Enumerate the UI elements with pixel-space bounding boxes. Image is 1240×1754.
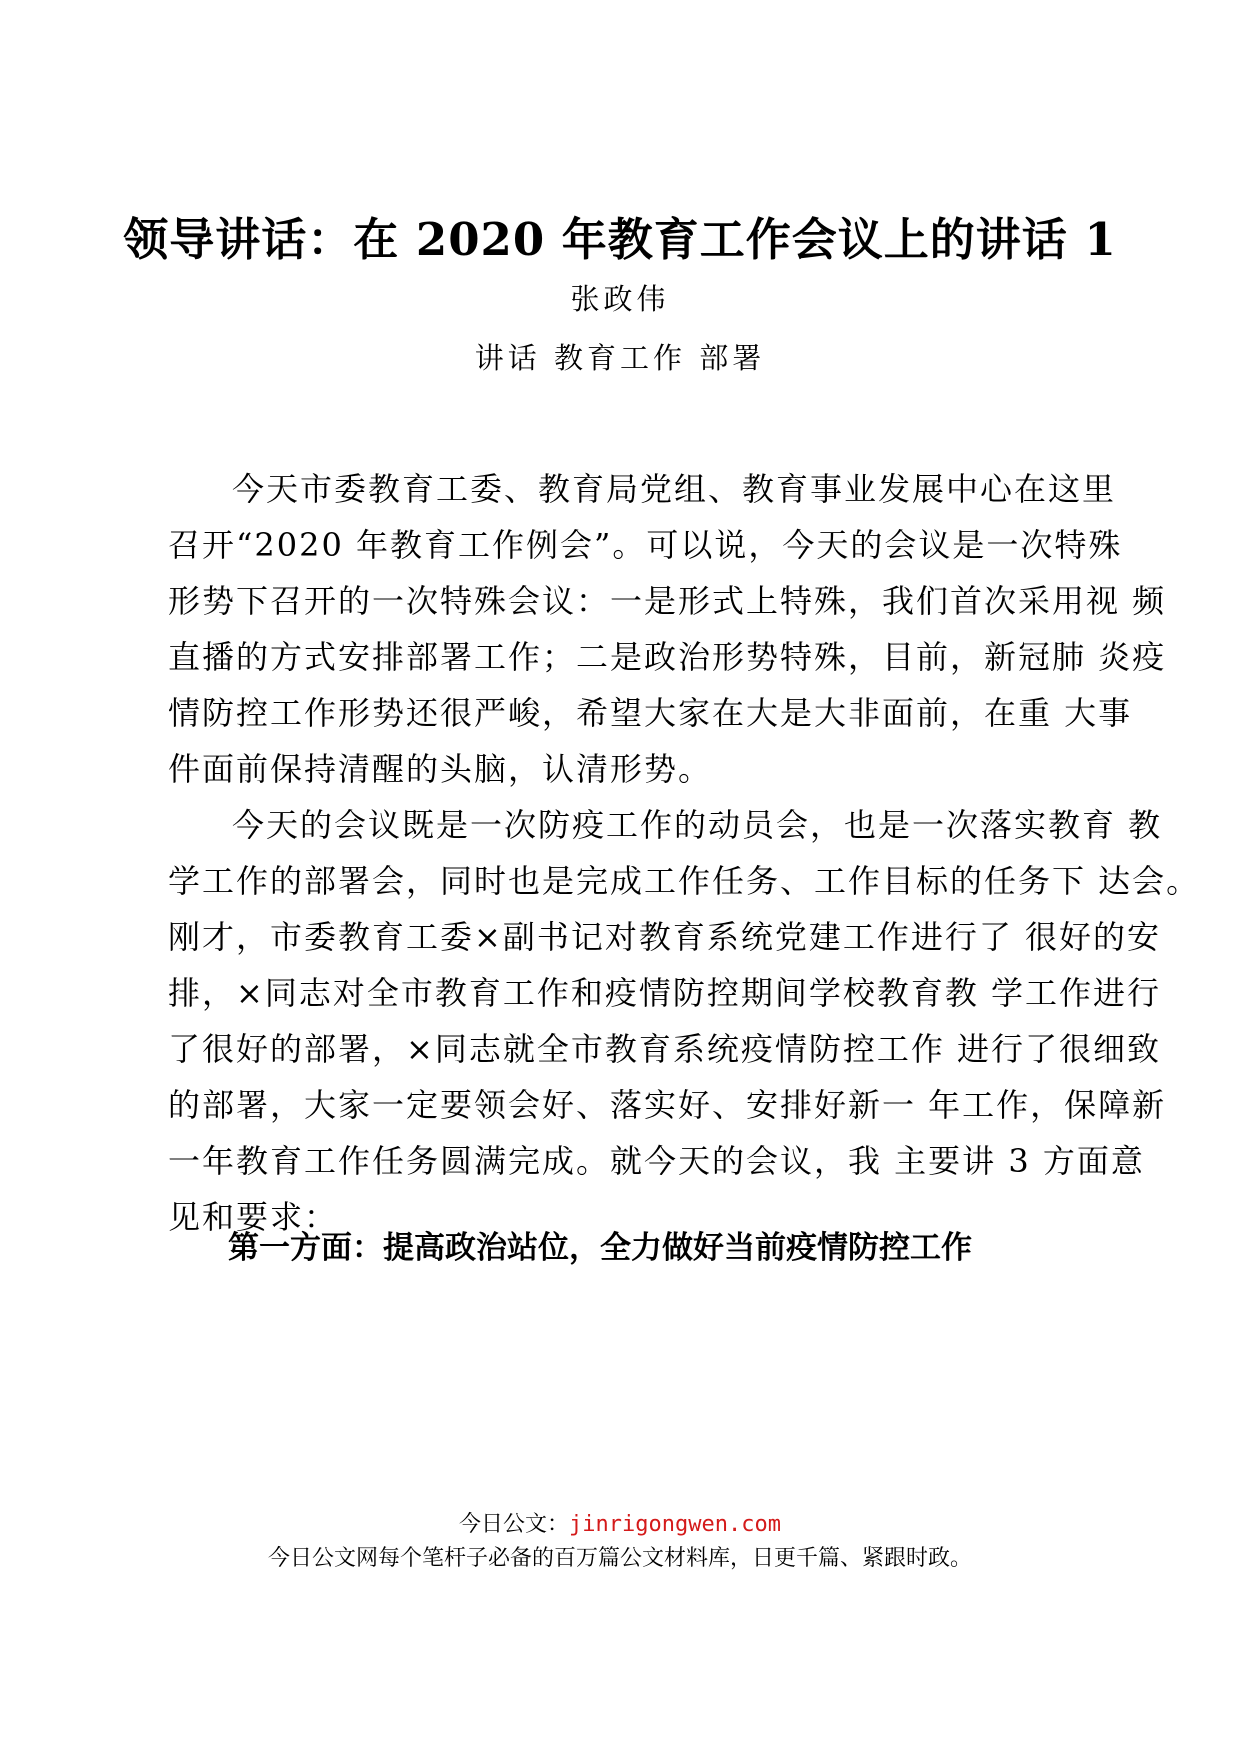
document-keywords: 讲话 教育工作 部署 bbox=[474, 341, 766, 375]
paragraph-1-line: 形势下召开的一次特殊会议：一是形式上特殊，我们首次采用视 频 bbox=[168, 582, 1167, 620]
paragraph-2-line: 的部署，大家一定要领会好、落实好、安排好新一 年工作，保障新 bbox=[168, 1086, 1167, 1124]
paragraph-2-line: 了很好的部署，×同志就全市教育系统疫情防控工作 进行了很细致 bbox=[168, 1030, 1161, 1068]
footer-site-link[interactable]: jinrigongwen.com bbox=[569, 1512, 781, 1537]
document-body bbox=[168, 461, 1201, 1245]
paragraph-1-line: 件面前保持清醒的头脑，认清形势。 bbox=[168, 750, 713, 788]
section-heading: 第一方面：提高政治站位，全力做好当前疫情防控工作 bbox=[228, 1230, 972, 1266]
paragraph-1-line: 情防控工作形势还很严峻，希望大家在大是大非面前，在重 大事 bbox=[168, 694, 1133, 732]
footer-slogan: 今日公文网每个笔杆子必备的百万篇公文材料库，日更千篇、紧跟时政。 bbox=[267, 1546, 972, 1571]
document-author: 张政伟 bbox=[570, 282, 670, 316]
paragraph-2-line: 刚才，市委教育工委×副书记对教育系统党建工作进行了 很好的安 bbox=[168, 918, 1161, 956]
paragraph-2-line: 一年教育工作任务圆满完成。就今天的会议，我 主要讲 3 方面意 bbox=[168, 1142, 1145, 1180]
paragraph-2-line: 今天的会议既是一次防疫工作的动员会，也是一次落实教育 教 bbox=[232, 806, 1163, 844]
paragraph-2-line: 排，×同志对全市教育工作和疫情防控期间学校教育教 学工作进行 bbox=[168, 974, 1161, 1012]
document-title: 领导讲话：在 2020 年教育工作会议上的讲话 1 bbox=[123, 213, 1117, 266]
paragraph-2-line: 见和要求： bbox=[168, 1198, 339, 1236]
paragraph-1-line: 召开“2020 年教育工作例会”。可以说，今天的会议是一次特殊 bbox=[168, 526, 1123, 564]
paragraph-2-line: 学工作的部署会，同时也是完成工作任务、工作目标的任务下 达会。 bbox=[168, 862, 1201, 900]
paragraph-1-line: 今天市委教育工委、教育局党组、教育事业发展中心在这里 bbox=[232, 470, 1117, 508]
paragraph-1-line: 直播的方式安排部署工作；二是政治形势特殊，目前，新冠肺 炎疫 bbox=[168, 638, 1167, 676]
footer-site-line bbox=[0, 1510, 1240, 1540]
footer-site-label: 今日公文： bbox=[459, 1512, 570, 1537]
